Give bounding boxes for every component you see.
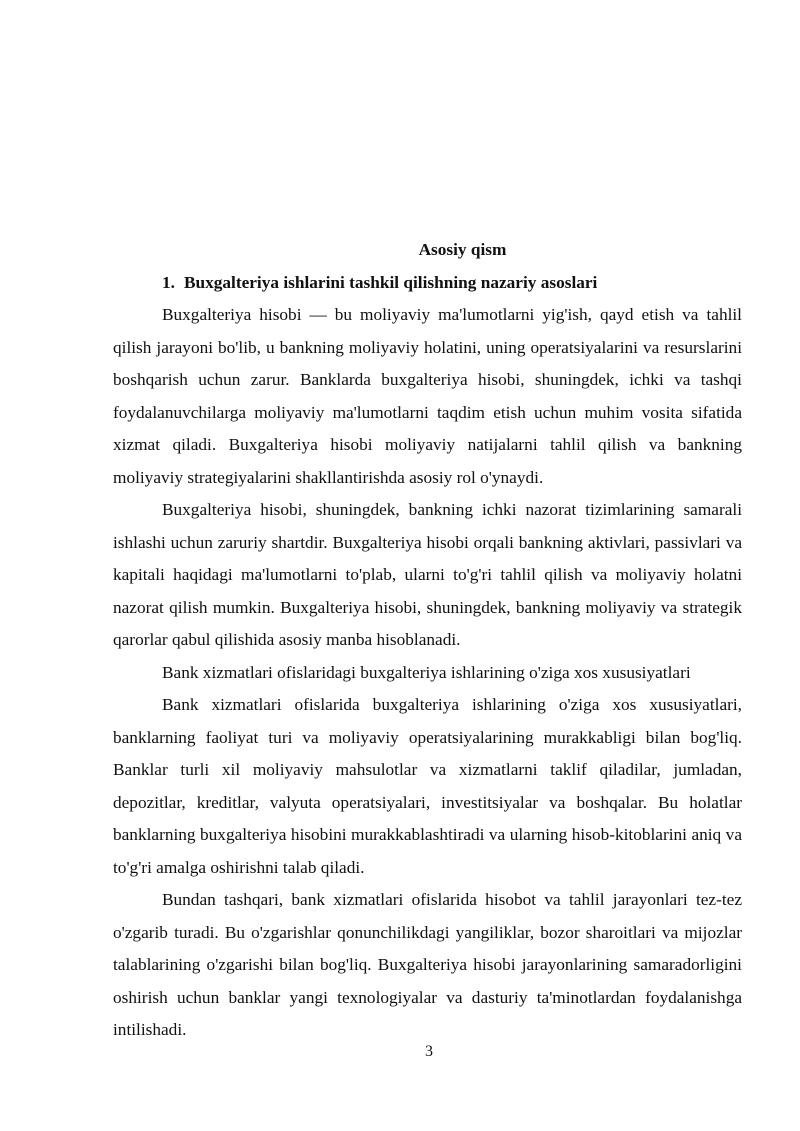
- chapter-heading: Asosiy qism: [418, 240, 507, 259]
- section-title-text: Buxgalteriya ishlarini tashkil qilishning nazariy asoslari: [183, 272, 598, 292]
- paragraph-2: Buxgalteriya hisobi, shuningdek, bankning ichki nazorat tizimlarining samarali ishlashi uchun zaruriy shartdir. Buxgalteriya hisobi orqali bankning aktivlari, passivlari va kapitali haqidagi ma'lumotlarni to'plab, ularni to'g'ri tahlil qilish va moliyaviy holatni nazorat qilish mumkin. Buxgalteriya hisobi, shuningdek, bankning moliyaviy va strategik qarorlar qabul qilishida asosiy manba hisoblanadi.: [113, 500, 742, 649]
- page-body: [113, 234, 742, 1047]
- paragraph-3: Bank xizmatlari ofislarida buxgalteriya ishlarining o'ziga xos xususiyatlari, banklarning faoliyat turi va moliyaviy operatsiyalarining murakkabligi bilan bog'liq. Banklar turli xil moliyaviy mahsulotlar va xizmatlarni taklif qiladilar, jumladan, depozitlar, kreditlar, valyuta operatsiyalari, investitsiyalar va boshqalar. Bu holatlar banklarning buxgalteriya hisobini murakkablashtiradi va ularning hisob-kitoblarini aniq va to'g'ri amalga oshirishni talab qiladi.: [113, 695, 742, 877]
- section-title: [113, 267, 742, 300]
- page-number: 3: [425, 1043, 433, 1060]
- section-number: 1.: [162, 272, 175, 292]
- paragraph-1: Buxgalteriya hisobi — bu moliyaviy ma'lumotlarni yig'ish, qayd etish va tahlil qilish jarayoni bo'lib, u bankning moliyaviy holatini, uning operatsiyalarini va resurslarini boshqarish uchun zarur. Banklarda buxgalteriya hisobi, shuningdek, ichki va tashqi foydalanuvchilarga moliyaviy ma'lumotlarni taqdim etish uchun muhim vosita sifatida xizmat qiladi. Buxgalteriya hisobi moliyaviy natijalarni tahlil qilish va bankning moliyaviy strategiyalarini shakllantirishda asosiy rol o'ynaydi.: [113, 305, 742, 487]
- paragraph-4: Bundan tashqari, bank xizmatlari ofislarida hisobot va tahlil jarayonlari tez-tez o'zgarib turadi. Bu o'zgarishlar qonunchilikdagi yangiliklar, bozor sharoitlari va mijozlar talablarining o'zgarishi bilan bog'liq. Buxgalteriya hisobi jarayonlarining samaradorligini oshirish uchun banklar yangi texnologiyalar va dasturiy ta'minotlardan foydalanishga intilishadi.: [113, 890, 742, 1039]
- subheading-paragraph: Bank xizmatlari ofislaridagi buxgalteriya ishlarining o'ziga xos xususiyatlari: [162, 662, 691, 682]
